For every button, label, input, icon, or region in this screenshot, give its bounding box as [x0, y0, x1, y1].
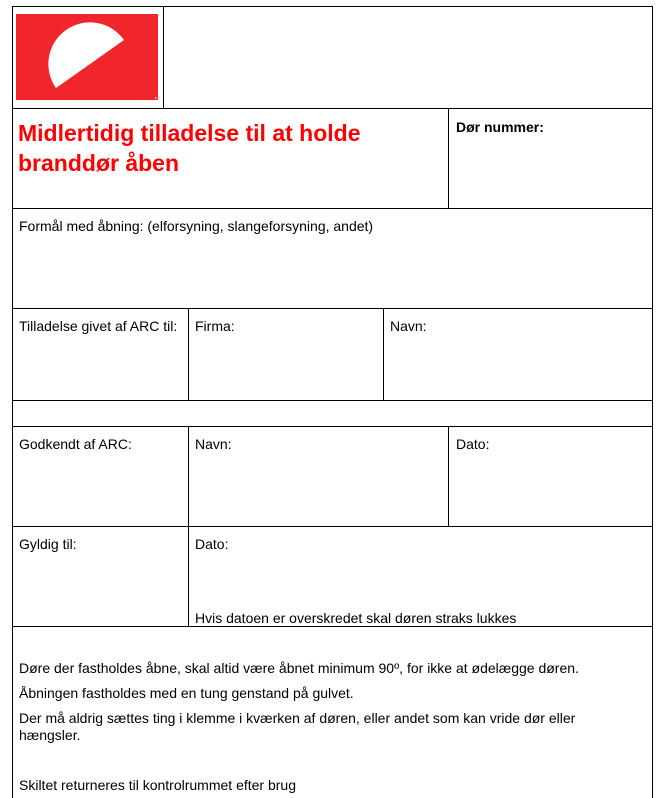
- purpose-label: Formål med åbning: (elforsyning, slangeforsyning, andet): [19, 218, 374, 234]
- row-divider-1: [12, 108, 653, 109]
- logo-cell-divider: [163, 6, 164, 108]
- rule-item-1: Døre der fastholdes åbne, skal altid være åbnet minimum 90º, for ikke at ødelægge døren.: [19, 660, 579, 676]
- date-label-valid: Dato:: [195, 536, 229, 552]
- valid-until-label: Gyldig til:: [19, 536, 77, 552]
- border-left: [12, 6, 13, 798]
- approved-cell-divider-1: [188, 426, 189, 526]
- row-divider-4: [12, 400, 653, 401]
- form-title-line-1: Midlertidig tilladelse til at holde: [18, 120, 361, 146]
- rule-item-2: Åbningen fastholdes med en tung genstand på gulvet.: [19, 685, 354, 701]
- row-divider-5: [12, 426, 653, 427]
- row-divider-2: [12, 208, 653, 209]
- border-right: [652, 6, 653, 798]
- approved-by-label: Godkendt af ARC:: [19, 436, 132, 452]
- valid-cell-divider: [188, 526, 189, 626]
- form-title: [18, 118, 360, 178]
- row-divider-6: [12, 526, 653, 527]
- border-top: [12, 6, 653, 7]
- red-half-circle-logo-icon: [16, 14, 158, 100]
- name-label-permission: Navn:: [390, 318, 427, 334]
- row-divider-3: [12, 308, 653, 309]
- permission-given-label: Tilladelse givet af ARC til:: [19, 318, 178, 334]
- door-number-label: Dør nummer:: [456, 119, 544, 135]
- rule-item-3: Der må aldrig sættes ting i klemme i kværken af døren, eller andet som kan vride dør eller hængsler.: [19, 710, 576, 743]
- date-label-approved: Dato:: [456, 436, 490, 452]
- approved-cell-divider-2: [448, 426, 449, 526]
- permission-cell-divider-1: [188, 308, 189, 400]
- expired-note: Hvis datoen er overskredet skal døren straks lukkes: [195, 610, 517, 626]
- form-title-line-2: branddør åben: [18, 150, 180, 176]
- permission-cell-divider-2: [383, 308, 384, 400]
- company-label: Firma:: [195, 318, 235, 334]
- name-label-approved: Navn:: [195, 436, 232, 452]
- return-note: Skiltet returneres til kontrolrummet efter brug: [19, 777, 296, 793]
- title-cell-divider: [448, 108, 449, 208]
